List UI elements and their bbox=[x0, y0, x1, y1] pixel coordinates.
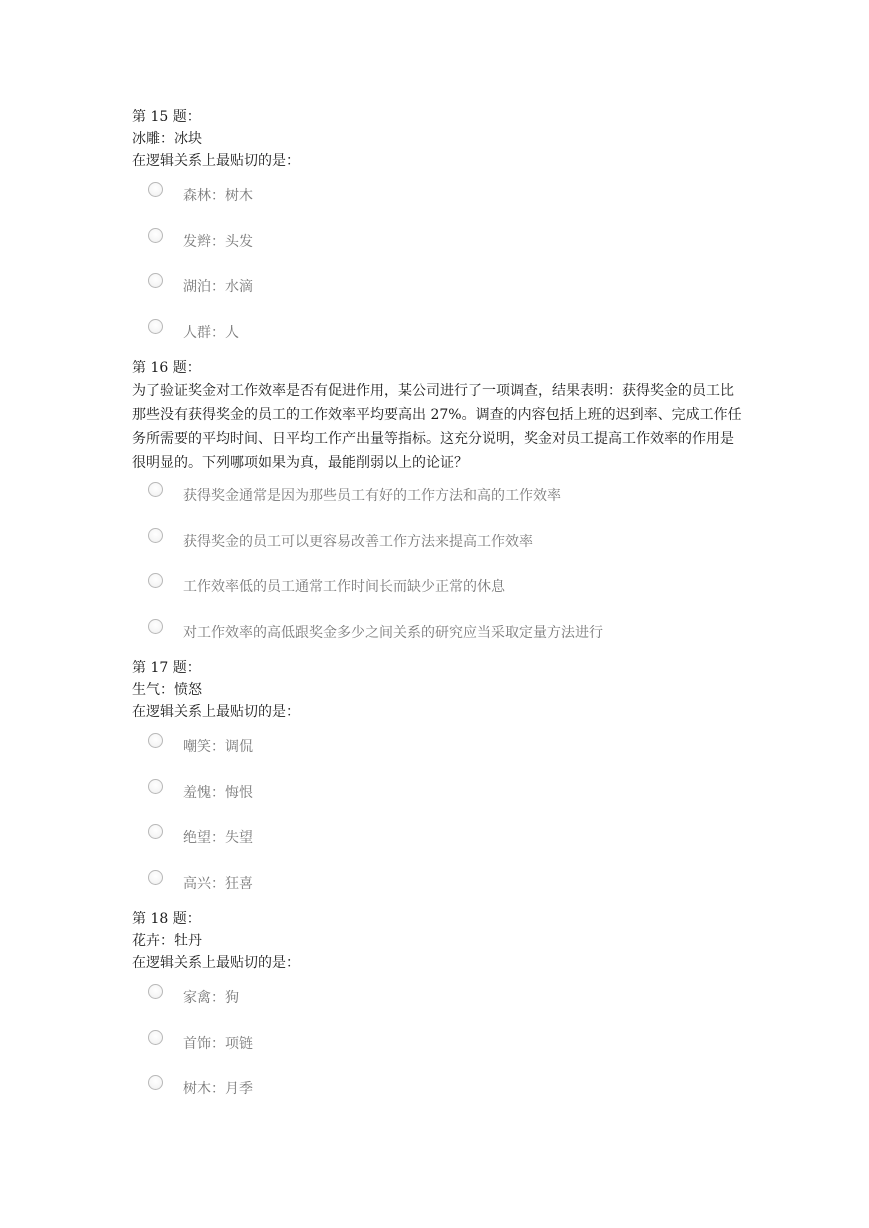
option-list bbox=[132, 475, 752, 657]
option-label: 绝望：失望 bbox=[183, 830, 253, 846]
option-item[interactable] bbox=[132, 475, 752, 521]
option-item[interactable] bbox=[132, 1068, 752, 1114]
question-17 bbox=[132, 657, 752, 908]
option-label: 工作效率低的员工通常工作时间长而缺少正常的休息 bbox=[183, 579, 505, 595]
option-label: 嘲笑：调侃 bbox=[183, 739, 253, 755]
option-item[interactable] bbox=[132, 175, 752, 221]
option-label: 首饰：项链 bbox=[183, 1035, 253, 1052]
question-number: 第 17 题： bbox=[132, 660, 201, 676]
radio-button[interactable] bbox=[148, 573, 163, 588]
option-item[interactable] bbox=[132, 1023, 752, 1069]
option-item[interactable] bbox=[132, 221, 752, 267]
option-label: 获得奖金通常是因为那些员工有好的工作方法和高的工作效率 bbox=[183, 488, 561, 504]
option-label: 高兴：狂喜 bbox=[183, 875, 253, 892]
question-stem: 为了验证奖金对工作效率是否有促进作用，某公司进行了一项调查，结果表明：获得奖金的员工比那些没有获得奖金的员工的工作效率平均要高出 27%。调查的内容包括上班的迟到率、完成工作任务所需要的平均时间、日平均工作产出量等指标。这充分说明，奖金对员工提高工作效率的作用是很明显的。下列哪项如果为真，最能削弱以上的论证？ bbox=[132, 383, 742, 471]
option-list bbox=[132, 175, 752, 357]
option-label: 树木：月季 bbox=[183, 1081, 253, 1097]
radio-button[interactable] bbox=[148, 273, 163, 288]
option-item[interactable] bbox=[132, 312, 752, 358]
option-label: 发辫：头发 bbox=[183, 233, 253, 250]
option-item[interactable] bbox=[132, 266, 752, 312]
radio-button[interactable] bbox=[148, 1075, 163, 1090]
question-stem: 花卉：牡丹 bbox=[132, 933, 202, 949]
option-item[interactable] bbox=[132, 863, 752, 909]
option-item[interactable] bbox=[132, 612, 752, 658]
radio-button[interactable] bbox=[148, 733, 163, 748]
option-item[interactable] bbox=[132, 817, 752, 863]
radio-button[interactable] bbox=[148, 528, 163, 543]
radio-button[interactable] bbox=[148, 824, 163, 839]
radio-button[interactable] bbox=[148, 1030, 163, 1045]
question-prompt: 在逻辑关系上最贴切的是： bbox=[132, 704, 300, 720]
question-18 bbox=[132, 908, 752, 1114]
question-prompt: 在逻辑关系上最贴切的是： bbox=[132, 955, 300, 971]
question-number: 第 18 题： bbox=[132, 911, 201, 927]
question-15 bbox=[132, 106, 752, 357]
question-sheet bbox=[132, 106, 752, 1114]
question-stem: 生气：愤怒 bbox=[132, 682, 202, 698]
question-stem: 冰雕：冰块 bbox=[132, 131, 202, 147]
option-item[interactable] bbox=[132, 726, 752, 772]
question-16 bbox=[132, 357, 752, 657]
radio-button[interactable] bbox=[148, 619, 163, 634]
question-number: 第 15 题： bbox=[132, 109, 201, 125]
option-item[interactable] bbox=[132, 521, 752, 567]
option-label: 羞愧：悔恨 bbox=[183, 784, 253, 801]
option-list bbox=[132, 726, 752, 908]
radio-button[interactable] bbox=[148, 984, 163, 999]
question-prompt: 在逻辑关系上最贴切的是： bbox=[132, 153, 300, 169]
option-label: 对工作效率的高低跟奖金多少之间关系的研究应当采取定量方法进行 bbox=[183, 624, 603, 641]
option-label: 获得奖金的员工可以更容易改善工作方法来提高工作效率 bbox=[183, 533, 533, 550]
option-item[interactable] bbox=[132, 566, 752, 612]
option-label: 湖泊：水滴 bbox=[183, 279, 253, 295]
radio-button[interactable] bbox=[148, 319, 163, 334]
radio-button[interactable] bbox=[148, 228, 163, 243]
option-item[interactable] bbox=[132, 772, 752, 818]
radio-button[interactable] bbox=[148, 779, 163, 794]
option-item[interactable] bbox=[132, 977, 752, 1023]
option-label: 森林：树木 bbox=[183, 188, 253, 204]
radio-button[interactable] bbox=[148, 870, 163, 885]
radio-button[interactable] bbox=[148, 482, 163, 497]
option-label: 人群：人 bbox=[183, 324, 239, 341]
question-number: 第 16 题： bbox=[132, 360, 201, 376]
option-label: 家禽：狗 bbox=[183, 990, 239, 1006]
radio-button[interactable] bbox=[148, 182, 163, 197]
option-list bbox=[132, 977, 752, 1114]
